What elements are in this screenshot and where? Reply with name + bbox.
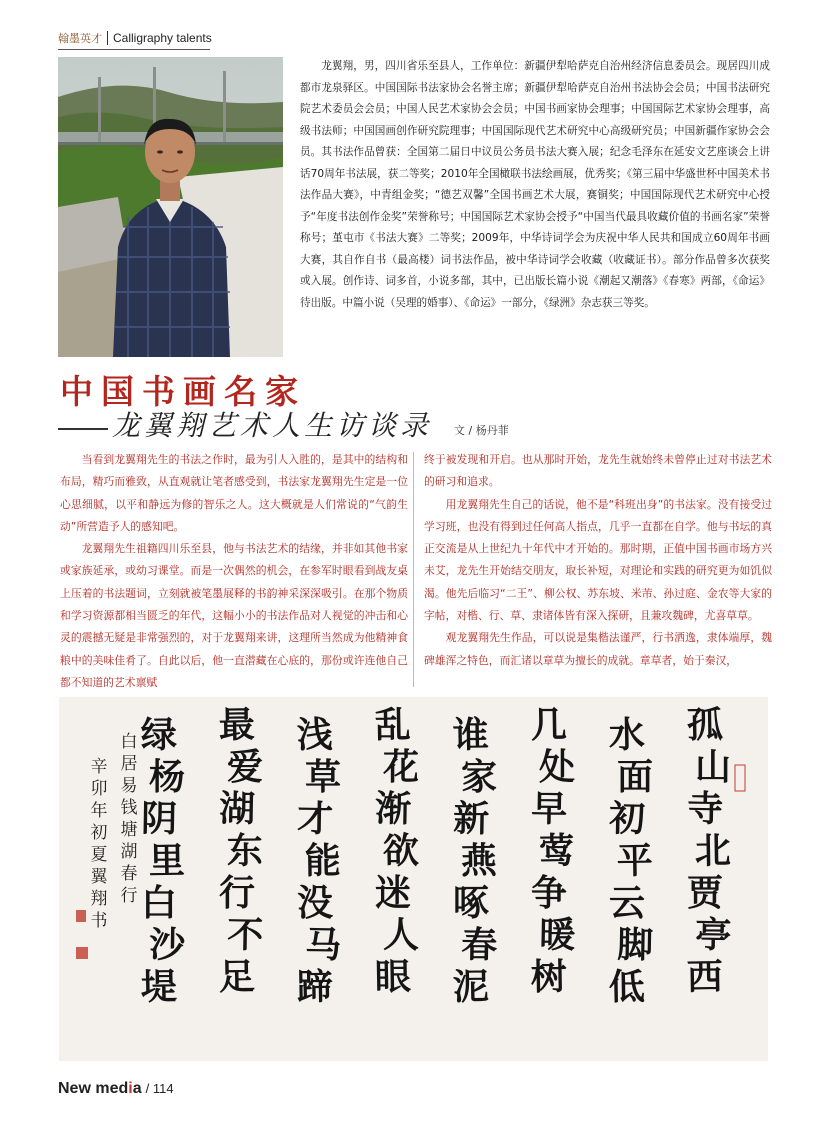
calligraphy-char: 能 bbox=[304, 839, 342, 883]
inscription-char: 书 bbox=[90, 911, 108, 931]
calligraphy-char: 早 bbox=[530, 787, 568, 831]
header-rule bbox=[58, 49, 210, 50]
column-divider bbox=[413, 452, 414, 687]
calligraphy-char: 山 bbox=[694, 746, 732, 788]
body-paragraph: 用龙翼翔先生自己的话说，他不是“科班出身”的书法家。没有接受过学习班，也没有得到过任何高人指点，几乎一直都在自学。他与书坛的真正交流是从上世纪九十年代中才开始的。那时期，正值中国书画市场方兴未艾，龙先生开始结交朋友，取长补短，对理论和实践的研究更为如饥似渴。他先后临习“二王”、柳公权、苏东坡、米芾、孙过庭、金农等大家的字帖，对楷、行、草、隶诸体皆有深入探研，且兼攻魏碑，尤喜草草。 bbox=[424, 497, 772, 623]
body-paragraph: 终于被发现和开启。也从那时开始，龙先生就始终未曾停止过对书法艺术的研习和追求。 bbox=[424, 453, 772, 489]
article-subtitle: 龙翼翔艺术人生访谈录 bbox=[112, 409, 433, 442]
calligraphy-char: 平 bbox=[616, 839, 654, 883]
calligraphy-char: 草 bbox=[304, 756, 342, 798]
column-name-cn: 翰墨英才 bbox=[58, 32, 102, 45]
calligraphy-char: 绿 bbox=[140, 713, 178, 757]
calligraphy-char: 贾 bbox=[686, 872, 724, 914]
body-column-left bbox=[60, 449, 408, 693]
calligraphy-char: 北 bbox=[694, 829, 732, 873]
inscription-char: 辛 bbox=[90, 757, 108, 777]
calligraphy-char: 杨 bbox=[148, 756, 186, 798]
byline: 文 / 杨丹菲 bbox=[454, 424, 509, 437]
calligraphy-artwork bbox=[59, 697, 768, 1061]
calligraphy-char: 人 bbox=[382, 913, 420, 957]
calligraphy-char: 面 bbox=[616, 756, 654, 798]
body-column-right bbox=[424, 449, 772, 693]
calligraphy-char: 不 bbox=[226, 913, 264, 957]
calligraphy-char: 沙 bbox=[148, 923, 186, 967]
subtitle-dash bbox=[58, 428, 108, 430]
calligraphy-char: 云 bbox=[608, 882, 646, 924]
inscription-char: 行 bbox=[120, 886, 138, 906]
body-paragraph: 观龙翼翔先生作品，可以说是集楷法谨严，行书洒逸，隶体端厚，魏碑雄浑之特色，而汇诸以章草为擅长的成就。章草者，始于秦汉， bbox=[424, 631, 772, 667]
inscription-char: 年 bbox=[90, 801, 108, 821]
calligraphy-char: 渐 bbox=[374, 787, 412, 831]
calligraphy-char: 暖 bbox=[538, 913, 576, 957]
author-bio: 龙翼翔，男，四川省乐至县人，工作单位：新疆伊犁哈萨克自治州经济信息委员会。现居四川成都市龙泉驿区。中国国际书法家协会名誉主席；新疆伊犁哈萨克自治州书法协会会员；中国书法研究院艺术委员会会员；中国人民艺术家协会会员；中国书画家协会理事；中国国际艺术家协会理事，高级书法师；中国国画创作研究院理事；中国国际现代艺术研究中心高级研究员；中国新疆作家协会会员。其书法作品曾获：全国第二届日中议员公务员书法大赛入展；纪念毛泽东在延安文艺座谈会上讲话70周年书法展，获二等奖；2010年全国橄联书法绘画展，优秀奖；《第三届中华盛世杯中国美术书法作品大赛》，中青组金奖；“德艺双馨”全国书画艺术大展，赛铜奖；中国国际现代艺术研究中心授予“年度书法创作金奖”荣誉称号；中国国际艺术家协会授予“中国当代最具收藏价值的书画名家”荣誉称号；堇屯市《书法大赛》二等奖；2009年，中华诗词学会为庆祝中华人民共和国成立60周年书画大赛，其自作自书（最高楼）词书法作品，被中华诗词学会收藏（收藏证书）。部分作品曾多次获奖或入展。创作诗、词多首，小说多部，其中，已出版长篇小说《潮起又潮落》《春寒》两部，《命运》待出版。中篇小说（吴理的婚事）、《命运》一部分，《绿洲》杂志获三等奖。 bbox=[300, 60, 770, 309]
portrait-illustration bbox=[58, 57, 283, 357]
running-header bbox=[58, 30, 212, 46]
inscription-char: 白 bbox=[120, 732, 138, 752]
column-name-en: Calligraphy talents bbox=[113, 31, 212, 45]
article-title: 中国书画名家 bbox=[60, 372, 306, 411]
calligraphy-char: 东 bbox=[226, 829, 264, 873]
calligraphy-char: 新 bbox=[452, 797, 490, 841]
inscription-char: 初 bbox=[90, 823, 108, 843]
calligraphy-char: 脚 bbox=[616, 923, 654, 967]
page-number: / 114 bbox=[145, 1081, 174, 1096]
calligraphy-char: 行 bbox=[218, 872, 256, 914]
calligraphy-char: 白 bbox=[140, 882, 178, 924]
body-paragraph: 当看到龙翼翔先生的书法之作时，最为引人入胜的，是其中的结构和布局，精巧而雅致，从直观就让笔者感受到，书法家龙翼翔先生定是一位心思细腻，以平和静远为修的智乐之人。这大概就是人们常说的“气韵生动”所营造予人的感知吧。 bbox=[60, 453, 408, 533]
calligraphy-char: 亭 bbox=[694, 913, 732, 957]
calligraphy-char: 啄 bbox=[452, 882, 490, 924]
calligraphy-char: 没 bbox=[296, 882, 334, 924]
calligraphy-char: 足 bbox=[218, 955, 256, 999]
calligraphy-char: 堤 bbox=[140, 965, 178, 1009]
calligraphy-char: 莺 bbox=[538, 829, 576, 873]
magazine-brand: New media bbox=[58, 1080, 142, 1097]
calligraphy-char: 花 bbox=[382, 746, 420, 788]
header-divider bbox=[107, 31, 108, 45]
calligraphy-char: 迷 bbox=[374, 872, 412, 914]
calligraphy-char: 阴 bbox=[140, 797, 178, 841]
body-paragraph: 龙翼翔先生祖籍四川乐至县，他与书法艺术的结缘，并非如其他书家或家族延承，或幼习课堂。而是一次偶然的机会，在参军时眼看到战友桌上压着的书法题词，立刻就被笔墨展释的书韵神采深深吸引。在那个物质和学习资源都相当匮乏的年代，这幅小小的书法作品对人视觉的冲击和心灵的震撼无疑是非常强烈的，对于龙翼翔来讲，这理所当然成为他精神食粮中的美味佳肴了。自此以后，他一直潜藏在心底的，那份或许连他自己都不知道的艺术禀赋 bbox=[60, 542, 408, 689]
calligraphy-char: 眼 bbox=[374, 955, 412, 999]
calligraphy-char: 燕 bbox=[460, 839, 498, 883]
inscription-char: 翔 bbox=[90, 889, 108, 909]
inscription-char: 夏 bbox=[90, 845, 108, 865]
portrait-photo bbox=[58, 57, 283, 357]
calligraphy-char: 家 bbox=[460, 756, 498, 798]
inscription-char: 春 bbox=[120, 864, 138, 884]
page-footer bbox=[58, 1080, 174, 1098]
calligraphy-char: 树 bbox=[530, 955, 568, 999]
subtitle-row bbox=[58, 404, 509, 444]
calligraphy-char: 西 bbox=[686, 955, 724, 999]
calligraphy-char: 低 bbox=[608, 965, 646, 1009]
calligraphy-char: 欲 bbox=[382, 829, 420, 873]
inscription-char: 湖 bbox=[120, 842, 138, 862]
calligraphy-char: 马 bbox=[304, 923, 342, 967]
calligraphy-char: 初 bbox=[608, 797, 646, 841]
calligraphy-char: 蹄 bbox=[296, 965, 334, 1009]
inscription-char: 翼 bbox=[90, 867, 108, 887]
calligraphy-char: 处 bbox=[538, 746, 576, 788]
calligraphy-char: 最 bbox=[218, 703, 256, 747]
inscription-char: 钱 bbox=[120, 798, 138, 818]
calligraphy-char: 争 bbox=[530, 872, 568, 914]
calligraphy-char: 泥 bbox=[452, 965, 490, 1009]
calligraphy-char: 里 bbox=[148, 839, 186, 883]
calligraphy-char: 爱 bbox=[226, 746, 264, 788]
inscription-char: 卯 bbox=[90, 779, 108, 799]
calligraphy-char: 谁 bbox=[452, 713, 490, 757]
inscription-char: 居 bbox=[120, 754, 138, 774]
inscription-char: 易 bbox=[120, 776, 138, 796]
seal-mark bbox=[76, 947, 88, 959]
seal-mark bbox=[76, 910, 86, 922]
calligraphy-char: 水 bbox=[608, 713, 646, 757]
calligraphy-char: 几 bbox=[530, 703, 568, 747]
calligraphy-char: 春 bbox=[460, 923, 498, 967]
inscription-char: 塘 bbox=[120, 820, 138, 840]
calligraphy-char: 乱 bbox=[374, 703, 412, 747]
calligraphy-char: 才 bbox=[296, 797, 334, 841]
calligraphy-scroll bbox=[59, 697, 768, 1061]
calligraphy-char: 寺 bbox=[686, 787, 724, 831]
calligraphy-char: 浅 bbox=[296, 713, 334, 757]
calligraphy-char: 湖 bbox=[218, 787, 256, 831]
calligraphy-char: 孤 bbox=[686, 703, 724, 747]
